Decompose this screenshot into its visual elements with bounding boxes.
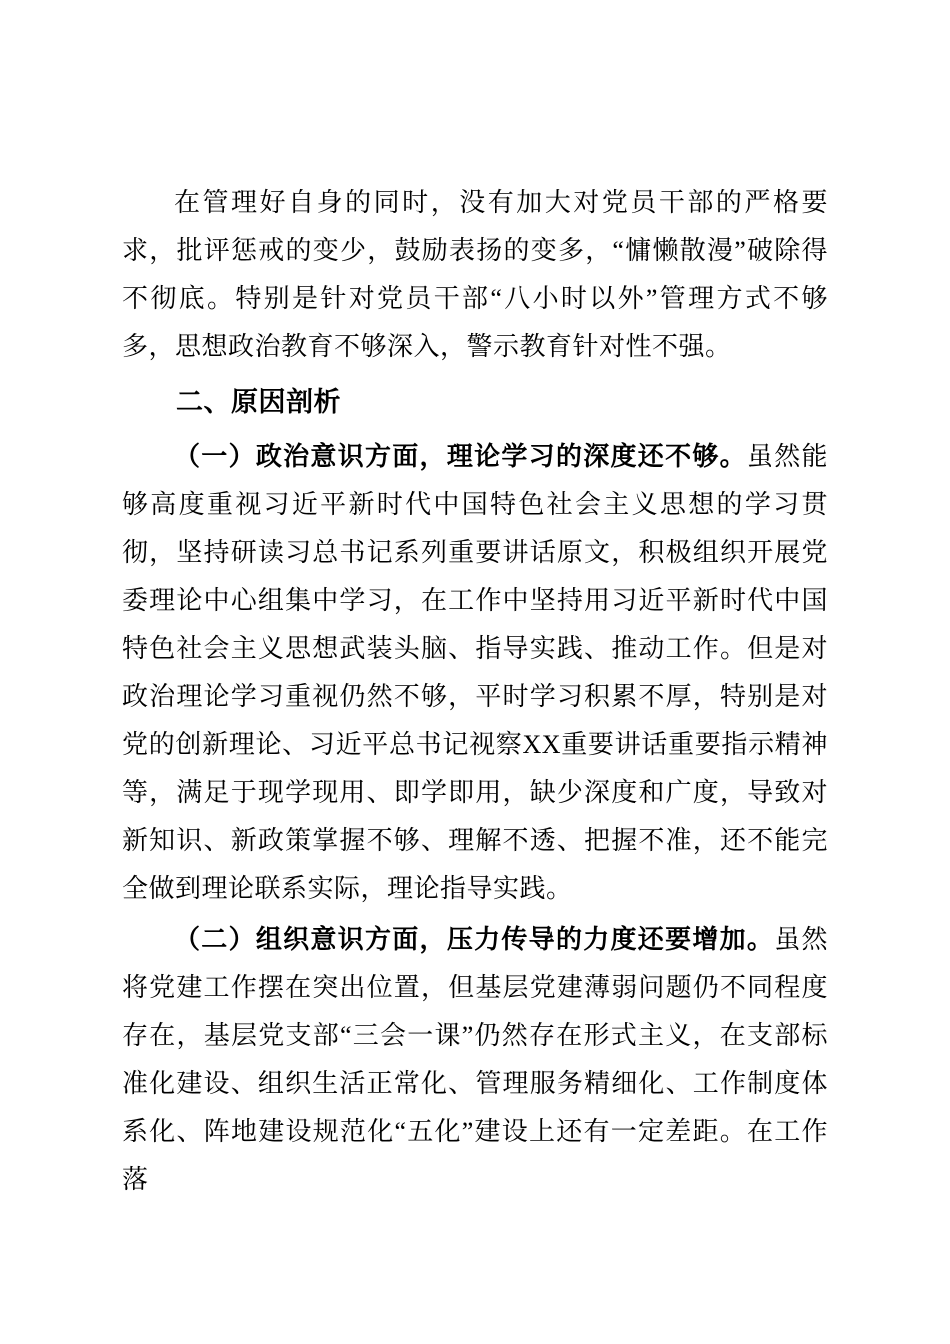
section-heading: 二、原因剖析	[176, 387, 341, 417]
paragraph-section-2-lead: （二）组织意识方面，压力传导的力度还要增加。	[174, 925, 775, 954]
paragraph-section-2-body: 虽然将党建工作摆在突出位置，但基层党建薄弱问题仍不同程度存在，基层党支部“三会一课”仍然存在形式主义，在支部标准化建设、组织生活正常化、管理服务精细化、工作制度体系化、阵地建设规范化“五化”建设上还有一定差距。在工作落	[122, 925, 828, 1194]
paragraph-section-1-body: 虽然能够高度重视习近平新时代中国特色社会主义思想的学习贯彻，坚持研读习总书记系列重要讲话原文，积极组织开展党委理论中心组集中学习，在工作中坚持用习近平新时代中国特色社会主义思想武装头脑、指导实践、推动工作。但是对政治理论学习重视仍然不够，平时学习积累不厚，特别是对党的创新理论、习近平总书记视察XX重要讲话重要指示精神等，满足于现学现用、即学即用，缺少深度和广度，导致对新知识、新政策掌握不够、理解不透、把握不准，还不能完全做到理论联系实际，理论指导实践。	[122, 442, 828, 903]
paragraph-continuation: 在管理好自身的同时，没有加大对党员干部的严格要求，批评惩戒的变少，鼓励表扬的变多，“慵懒散漫”破除得不彻底。特别是针对党员干部“八小时以外”管理方式不够多，思想政治教育不够深入，警示教育针对性不强。	[122, 188, 828, 361]
document-content	[122, 179, 828, 1204]
paragraph-section-1	[122, 433, 828, 913]
paragraph-section-2	[122, 916, 828, 1204]
paragraph-section-1-lead: （一）政治意识方面，理论学习的深度还不够。	[174, 442, 747, 471]
